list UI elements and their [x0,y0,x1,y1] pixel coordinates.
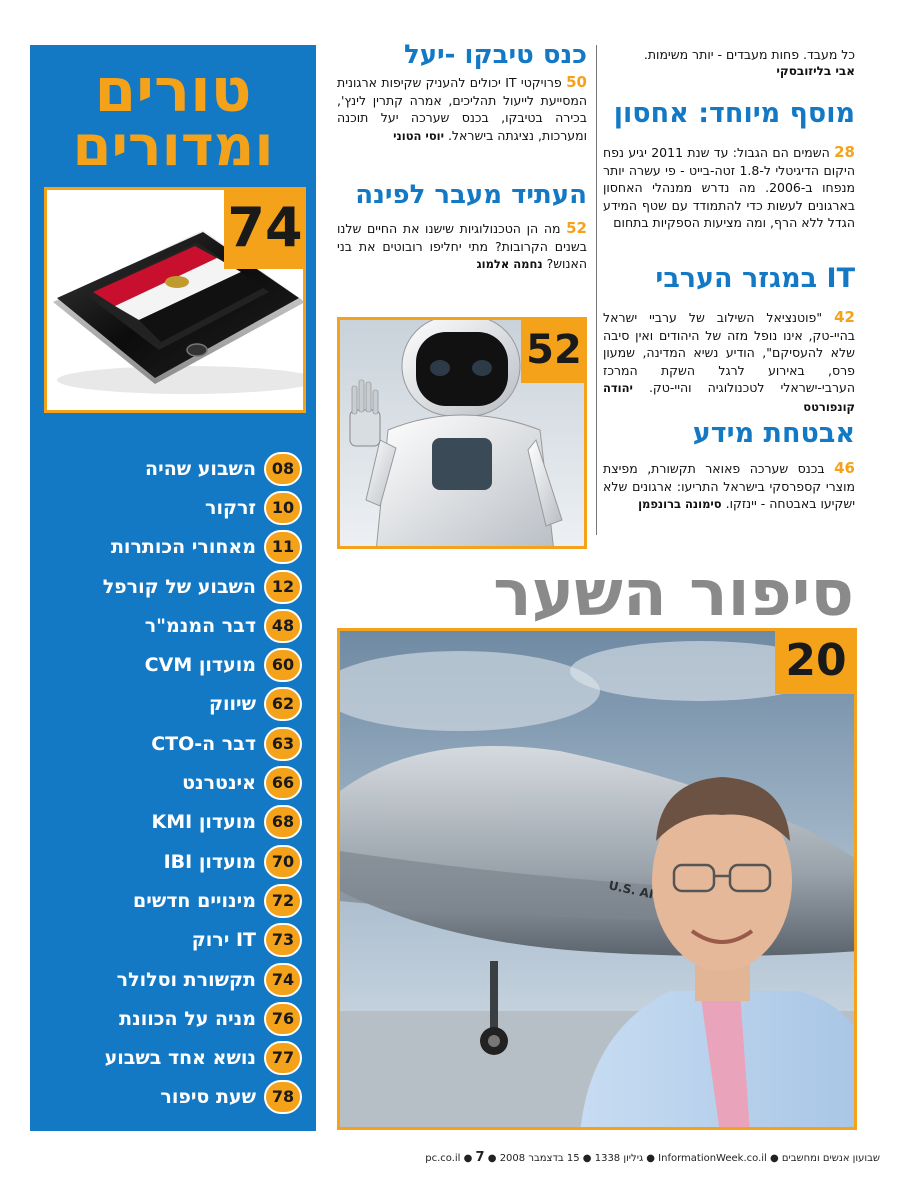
toc-item-label: מועדון KMI [151,811,256,834]
page-number-badge: 20 [775,628,857,694]
folio-page-number: 7 [475,1150,485,1165]
article-summary [603,144,855,232]
page-number-circle: 63 [264,727,302,761]
page-number-circle: 73 [264,923,302,957]
article-headline[interactable]: העתיד מעבר לפינה [355,180,587,210]
page-number-circle: 12 [264,570,302,604]
page-number-circle: 10 [264,491,302,525]
page-number-badge: 52 [521,317,587,383]
page-number-badge: 74 [224,187,306,269]
footer-text: שבועון אנשים ומחשבים ● InformationWeek.co.il ● גיליון 1338 ● 15 בדצמבר 2008 ● pc.co.il ● [425,1153,880,1164]
article-author: אבי בליזובסקי [776,63,855,78]
toc-item-label: שיווק [208,693,256,716]
article-author: נחמה אלמוג [476,257,543,272]
toc-item[interactable] [44,606,302,645]
toc-item-label: זרקור [205,496,256,519]
toc-item-label: השבוע של קורפל [102,575,256,598]
article-summary [603,460,855,514]
article-summary [337,220,587,274]
article-text: השמים הם הגבול: עד שנת 2011 יגיע נפח היקום הדיגיטלי ל-1.8 זטה-בייט - פי עשרה יותר מנפחו ב-2006. מה נדרש ממנהלי האחסון בארגונים לעשות כדי להתמודד עם שטף המידע הגדל ללא הרף, ומה מציעות הספקיות בתחום [603,145,855,231]
article-text: פרויקטי IT יכולים להעניק שקיפות ארגונית המסייעת לייעול תהליכים, אמרה קתרין לינץ', בכירה בטיבקו, בכנס שערכה יעל תוכנה ומערכות, נציגתה בישראל. [337,75,587,143]
page-number-circle: 48 [264,609,302,643]
toc-item-label: מועדון IBI [163,850,256,873]
article-arab-sector [603,263,855,417]
toc-item[interactable] [44,803,302,842]
article-summary [337,74,587,145]
toc-item-label: מניה על הכוונת [119,1007,256,1030]
page-number-circle: 60 [264,648,302,682]
article-text: מה הן הטכנולוגיות שישנו את החיים שלנו בשנים הקרובות? מתי יחליפו רובוטים את בני האנוש? [337,221,587,272]
page-number-circle: 74 [264,963,302,997]
toc-item[interactable] [44,488,302,527]
article-security [603,418,855,514]
column-divider [596,45,597,535]
toc-item-label: נושא אחד בשבוע [104,1047,256,1070]
article-page-number: 50 [566,73,587,91]
page-number-circle: 11 [264,530,302,564]
toc-item[interactable] [44,449,302,488]
cover-story-photo[interactable] [337,628,857,1130]
toc-item[interactable] [44,763,302,802]
toc-item[interactable] [44,1038,302,1077]
columns-list [44,449,302,1117]
article-future [337,180,587,274]
smartphone-photo[interactable] [44,187,306,413]
page-number-circle: 72 [264,884,302,918]
toc-item[interactable] [44,567,302,606]
article-page-number: 42 [834,308,855,326]
page-number-circle: 77 [264,1041,302,1075]
toc-item[interactable] [44,1078,302,1117]
toc-item-label: מאחורי הכותרות [110,536,256,559]
toc-item[interactable] [44,724,302,763]
toc-item[interactable] [44,921,302,960]
article-storage [603,98,855,232]
article-author: יוסי הטוני [393,128,444,143]
page-number-circle: 62 [264,687,302,721]
article-continuation [603,46,855,78]
cover-story-title[interactable]: סיפור השער [493,557,854,631]
article-page-number: 46 [834,459,855,477]
article-author: יהודה קונפורטס [603,381,855,414]
toc-item-label: תקשורת וסלולר [116,968,256,991]
toc-item[interactable] [44,842,302,881]
article-author: סימונה ברונפמן [638,497,722,512]
toc-item-label: מינויים חדשים [133,889,256,912]
article-headline[interactable]: IT במגזר הערבי [655,263,855,294]
sidebar-title [30,56,316,179]
page-number-circle: 78 [264,1080,302,1114]
page-number-circle: 08 [264,452,302,486]
robot-photo[interactable] [337,317,587,549]
drone-and-man-illustration [340,631,857,1130]
article-headline[interactable]: כנס טיבקו -יעל [403,40,587,70]
article-headline[interactable]: אבטחת מידע [692,418,855,449]
toc-item[interactable] [44,999,302,1038]
toc-item-label: מועדון CVM [144,654,256,677]
toc-item[interactable] [44,685,302,724]
toc-item-label: דבר המנמ"ר [144,614,256,637]
page-number-circle: 66 [264,766,302,800]
article-summary [603,309,855,417]
page-number-circle: 68 [264,805,302,839]
toc-item-label: אינטרנט [182,772,256,795]
toc-item[interactable] [44,528,302,567]
sidebar-title-line2: ומדורים [72,114,274,179]
toc-item[interactable] [44,645,302,684]
article-text: בכנס שערכה פאואר תקשורת, מפיצת מוצרי קספרסקי בישראל התריעו: ארגונים שלא ישקיעו באבטחה - יינזקו. [603,461,855,512]
article-teva [337,40,587,145]
page-number-circle: 76 [264,1002,302,1036]
toc-item-label: IT ירוק [191,929,256,952]
toc-item-label: השבוע שהיה [145,457,256,480]
article-text: "פוטנציאל השילוב של ערביי ישראל בהיי-טק, אינו נופל מזה של היהודים ואין סיבה שלא להעסיקם", הודיע נשיא המדינה, שמעון פרס, באירוע לרגל השקת המרכז הערבי-ישראלי לטכנולוגיה והיי-טק. [603,310,855,396]
page-number-circle: 70 [264,845,302,879]
columns-sidebar [30,45,316,1131]
toc-item-label: דבר ה-CTO [151,732,256,755]
toc-item[interactable] [44,960,302,999]
toc-item-label: שעת סיפור [160,1086,256,1109]
page-footer [60,1150,880,1165]
sidebar-title-line1: טורים [94,56,252,126]
article-headline[interactable]: מוסף מיוחד: אחסון [613,98,855,129]
article-page-number: 28 [834,143,855,161]
article-text: כל מעבד. פחות מעבדים - יותר משימות. [643,47,855,62]
aircraft-marking: U.S. AIR [607,878,664,904]
toc-item[interactable] [44,881,302,920]
article-page-number: 52 [566,219,587,237]
